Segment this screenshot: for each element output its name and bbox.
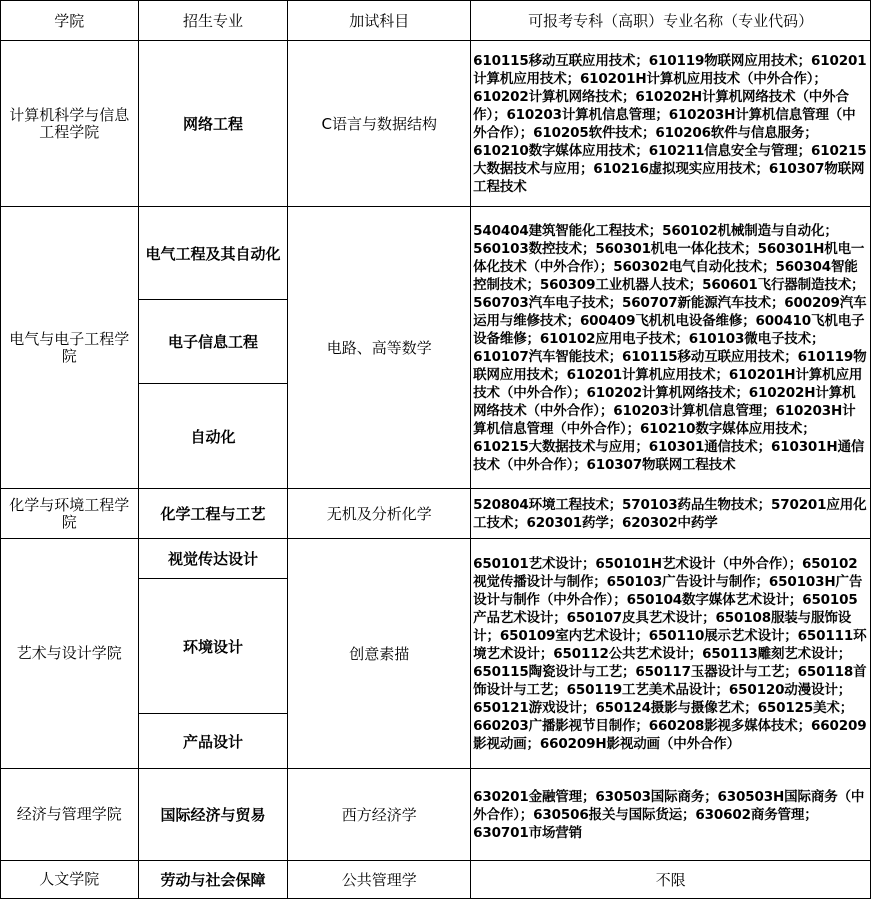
- major-cell: 电子信息工程: [138, 300, 288, 384]
- table-row: [1, 489, 871, 539]
- header-college: 学院: [1, 1, 139, 41]
- exam-cell: 创意素描: [288, 539, 471, 769]
- major-cell: 劳动与社会保障: [138, 861, 288, 899]
- table-row: [1, 539, 871, 579]
- major-cell: 产品设计: [138, 714, 288, 769]
- table-row: [1, 41, 871, 207]
- exam-cell: 西方经济学: [288, 769, 471, 861]
- major-cell: 自动化: [138, 384, 288, 489]
- college-cell: 艺术与设计学院: [1, 539, 139, 769]
- header-major: 招生专业: [138, 1, 288, 41]
- college-cell: 人文学院: [1, 861, 139, 899]
- exam-cell: 公共管理学: [288, 861, 471, 899]
- college-cell: 经济与管理学院: [1, 769, 139, 861]
- major-cell: 网络工程: [138, 41, 288, 207]
- table-row: [1, 207, 871, 300]
- exam-cell: C语言与数据结构: [288, 41, 471, 207]
- table-row: [1, 861, 871, 899]
- eligible-majors-cell: 540404建筑智能化工程技术；560102机械制造与自动化；560103数控技术；560301机电一体化技术；560301H机电一体化技术（中外合作）；560302电气自动化技术；560304智能控制技术；560309工业机器人技术；560601飞行器制造技术；560703汽车电子技术；560707新能源汽车技术；600209汽车运用与维修技术；600409飞机机电设备维修；600410飞机电子设备维修；610102应用电子技术；610103微电子技术；610107汽车智能技术；610115移动互联应用技术；610119物联网应用技术；610201计算机应用技术；610201H计算机应用技术（中外合作）；610202计算机网络技术；610202H计算机网络技术（中外合作）；610203计算机信息管理；610203H计算机信息管理（中外合作）；610210数字媒体应用技术；610215大数据技术与应用；610301通信技术；610301H通信技术（中外合作）；610307物联网工程技术: [471, 207, 871, 489]
- major-cell: 化学工程与工艺: [138, 489, 288, 539]
- major-cell: 国际经济与贸易: [138, 769, 288, 861]
- college-cell: 电气与电子工程学院: [1, 207, 139, 489]
- table-row: [1, 769, 871, 861]
- college-cell: 化学与环境工程学院: [1, 489, 139, 539]
- major-cell: 环境设计: [138, 579, 288, 714]
- eligible-majors-cell: 不限: [471, 861, 871, 899]
- header-eligible-majors: 可报考专科（高职）专业名称（专业代码）: [471, 1, 871, 41]
- major-cell: 电气工程及其自动化: [138, 207, 288, 300]
- college-cell: 计算机科学与信息工程学院: [1, 41, 139, 207]
- eligible-majors-cell: 630201金融管理；630503国际商务；630503H国际商务（中外合作）；630506报关与国际货运；630602商务管理；630701市场营销: [471, 769, 871, 861]
- major-cell: 视觉传达设计: [138, 539, 288, 579]
- eligible-majors-cell: 650101艺术设计；650101H艺术设计（中外合作）；650102视觉传播设计与制作；650103广告设计与制作；650103H广告设计与制作（中外合作）；650104数字媒体艺术设计；650105产品艺术设计；650107皮具艺术设计；650108服装与服饰设计；650109室内艺术设计；650110展示艺术设计；650111环境艺术设计；650112公共艺术设计；650113雕刻艺术设计；650115陶瓷设计与工艺；650117玉器设计与工艺；650118首饰设计与工艺；650119工艺美术品设计；650120动漫设计；650121游戏设计；650124摄影与摄像艺术；650125美术；660203广播影视节目制作；660208影视多媒体技术；660209影视动画；660209H影视动画（中外合作）: [471, 539, 871, 769]
- eligible-majors-cell: 520804环境工程技术；570103药品生物技术；570201应用化工技术；620301药学；620302中药学: [471, 489, 871, 539]
- header-exam: 加试科目: [288, 1, 471, 41]
- exam-cell: 无机及分析化学: [288, 489, 471, 539]
- eligible-majors-cell: 610115移动互联应用技术；610119物联网应用技术；610201计算机应用技术；610201H计算机应用技术（中外合作）；610202计算机网络技术；610202H计算机网络技术（中外合作）；610203计算机信息管理；610203H计算机信息管理（中外合作）；610205软件技术；610206软件与信息服务；610210数字媒体应用技术；610211信息安全与管理；610215大数据技术与应用；610216虚拟现实应用技术；610307物联网工程技术: [471, 41, 871, 207]
- table-header-row: [1, 1, 871, 41]
- exam-cell: 电路、高等数学: [288, 207, 471, 489]
